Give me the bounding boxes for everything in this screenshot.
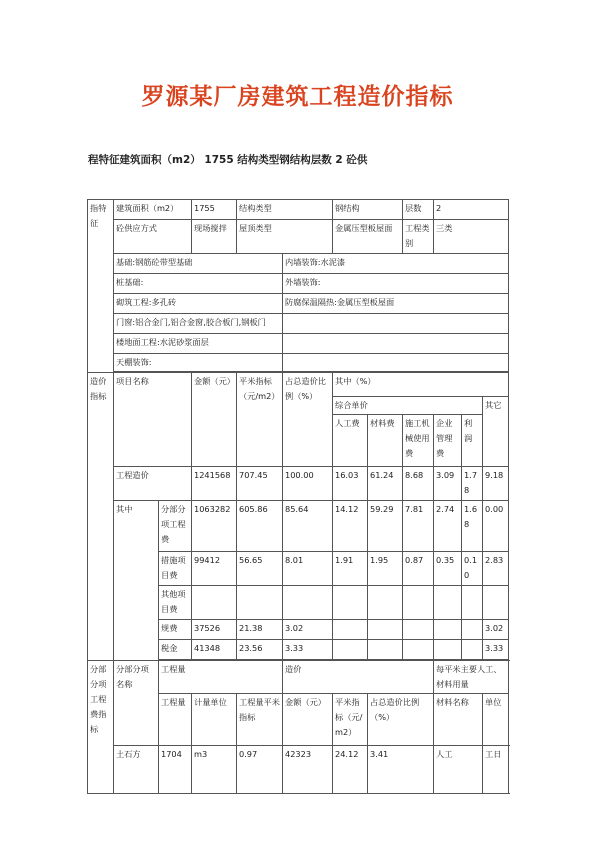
row-labor: 14.12 [333,501,368,552]
row-amount: 1241568 [192,467,237,501]
subdiv-row-ratio: 3.41 [368,746,434,794]
foundation-cell: 基础:钢筋砼带型基础 [114,254,283,274]
subdiv-row-qty-sqm: 0.97 [237,746,283,794]
area-value: 1755 [192,200,237,220]
item-header: 项目名称 [114,373,192,467]
row-material: 1.95 [368,552,403,586]
row-amount [192,586,237,620]
row-labor [333,620,368,640]
outer-wall-cell: 外墙装饰: [283,274,509,294]
row-machine: 0.87 [403,552,434,586]
row-sqm: 23.56 [237,640,283,660]
row-ratio: 8.01 [283,552,333,586]
doors-cell: 门窗:铝合金门,铝合金窗,胶合板门,钢板门 [114,314,283,334]
category-label: 工程类别 [403,220,434,254]
row-machine: 8.68 [403,467,434,501]
empty-cell [283,354,509,372]
sub-ratio-header: 占总造价比例（%） [368,694,434,746]
row-mgmt: 0.35 [434,552,462,586]
row-machine: 7.81 [403,501,434,552]
qty-header: 工程量 [159,694,192,746]
empty-cell [283,334,509,354]
row-sqm [237,586,283,620]
features-section-label: 指特征 [88,200,114,373]
concrete-label: 砼供应方式 [114,220,192,254]
floors-value: 2 [434,200,509,220]
row-name: 规费 [159,620,192,640]
row-sqm: 707.45 [237,467,283,501]
cost-group-header: 造价 [283,661,434,694]
mat-unit-header: 单位 [483,694,509,746]
row-amount: 99412 [192,552,237,586]
row-name: 措施项目费 [159,552,192,586]
row-ratio [283,586,333,620]
row-mgmt [434,640,462,660]
sub-amount-header: 金额（元） [283,694,333,746]
row-mgmt: 2.74 [434,501,462,552]
row-sqm: 56.65 [237,552,283,586]
row-labor [333,586,368,620]
sqm-index-header: 平米指标（元/m2） [237,373,283,467]
row-profit [462,640,483,660]
unit-header: 计量单位 [192,694,237,746]
category-value: 三类 [434,220,509,254]
row-machine [403,586,434,620]
row-sqm: 605.86 [237,501,283,552]
row-name: 税金 [159,640,192,660]
material-header: 材料费 [368,415,403,467]
mat-name-header: 材料名称 [434,694,483,746]
subdiv-section-label: 分部分项工程费指标 [88,661,114,794]
row-labor: 16.03 [333,467,368,501]
row-machine [403,620,434,640]
among-header: 其中（%） [333,373,509,397]
row-mgmt: 3.09 [434,467,462,501]
floors-label: 层数 [403,200,434,220]
ceiling-cell: 天棚装饰: [114,354,283,372]
row-material [368,640,403,660]
row-amount: 1063282 [192,501,237,552]
row-amount: 37526 [192,620,237,640]
row-other: 0.00 [483,501,509,552]
subdiv-row-qty: 1704 [159,746,192,794]
row-ratio: 85.64 [283,501,333,552]
composite-header: 综合单价 [333,397,483,415]
row-ratio: 3.33 [283,640,333,660]
row-ratio: 100.00 [283,467,333,501]
row-ratio: 3.02 [283,620,333,640]
subdiv-row-mat-unit: 工日 [483,746,509,794]
labor-header: 人工费 [333,415,368,467]
row-profit: 1.78 [462,467,483,501]
row-sqm: 21.38 [237,620,283,640]
row-mgmt [434,586,462,620]
empty-cell [283,314,509,334]
pile-cell: 桩基础: [114,274,283,294]
row-other: 3.33 [483,640,509,660]
cost-index-table [87,199,509,794]
row-profit [462,620,483,640]
qty-group-header: 工程量 [159,661,283,694]
row-labor: 1.91 [333,552,368,586]
row-labor [333,640,368,660]
row-material: 61.24 [368,467,403,501]
ratio-header: 占总造价比例（%） [283,373,333,467]
masonry-cell: 砌筑工程:多孔砖 [114,294,283,314]
profit-header: 利润 [462,415,483,467]
cost-section-label: 造价指标 [88,373,114,661]
row-other: 2.83 [483,552,509,586]
subdiv-row-mat-name: 人工 [434,746,483,794]
row-amount: 41348 [192,640,237,660]
insulation-cell: 防腐保温隔热:金属压型板屋面 [283,294,509,314]
sub-sqm-header: 平米指标（元/m2） [333,694,368,746]
inner-wall-cell: 内墙装饰:水泥漆 [283,254,509,274]
subdiv-row-name: 土石方 [114,746,159,794]
qty-sqm-header: 工程量平米指标 [237,694,283,746]
row-material [368,620,403,640]
row-name: 其他项目费 [159,586,192,620]
subdiv-row-unit: m3 [192,746,237,794]
row-name: 工程造价 [114,467,192,501]
row-machine [403,640,434,660]
roof-value: 金属压型板屋面 [333,220,403,254]
other-header: 其它 [483,397,509,467]
page-title: 罗源某厂房建筑工程造价指标 [141,84,454,110]
subtitle: 程特征建筑面积（m2） 1755 结构类型钢结构层数 2 砼供 [88,154,368,166]
row-name: 分部分项工程费 [159,501,192,552]
row-other: 9.18 [483,467,509,501]
row-material [368,586,403,620]
concrete-value: 现场搅拌 [192,220,237,254]
row-profit [462,586,483,620]
floor-cell: 楼地面工程:水泥砂浆面层 [114,334,283,354]
row-profit: 1.68 [462,501,483,552]
mgmt-header: 企业管理费 [434,415,462,467]
structure-value: 钢结构 [333,200,403,220]
among-label: 其中 [114,501,159,661]
row-profit: 0.10 [462,552,483,586]
machine-header: 施工机械使用费 [403,415,434,467]
subdiv-row-amount: 42323 [283,746,333,794]
subdiv-name-header: 分部分项名称 [114,661,159,746]
amount-header: 金额（元） [192,373,237,467]
structure-label: 结构类型 [237,200,333,220]
row-material: 59.29 [368,501,403,552]
subdiv-row-sqm: 24.12 [333,746,368,794]
area-label: 建筑面积（m2） [114,200,192,220]
usage-group-header: 每平米主要人工、材料用量 [434,661,509,694]
row-mgmt [434,620,462,640]
row-other [483,586,509,620]
row-other: 3.02 [483,620,509,640]
roof-label: 屋顶类型 [237,220,333,254]
